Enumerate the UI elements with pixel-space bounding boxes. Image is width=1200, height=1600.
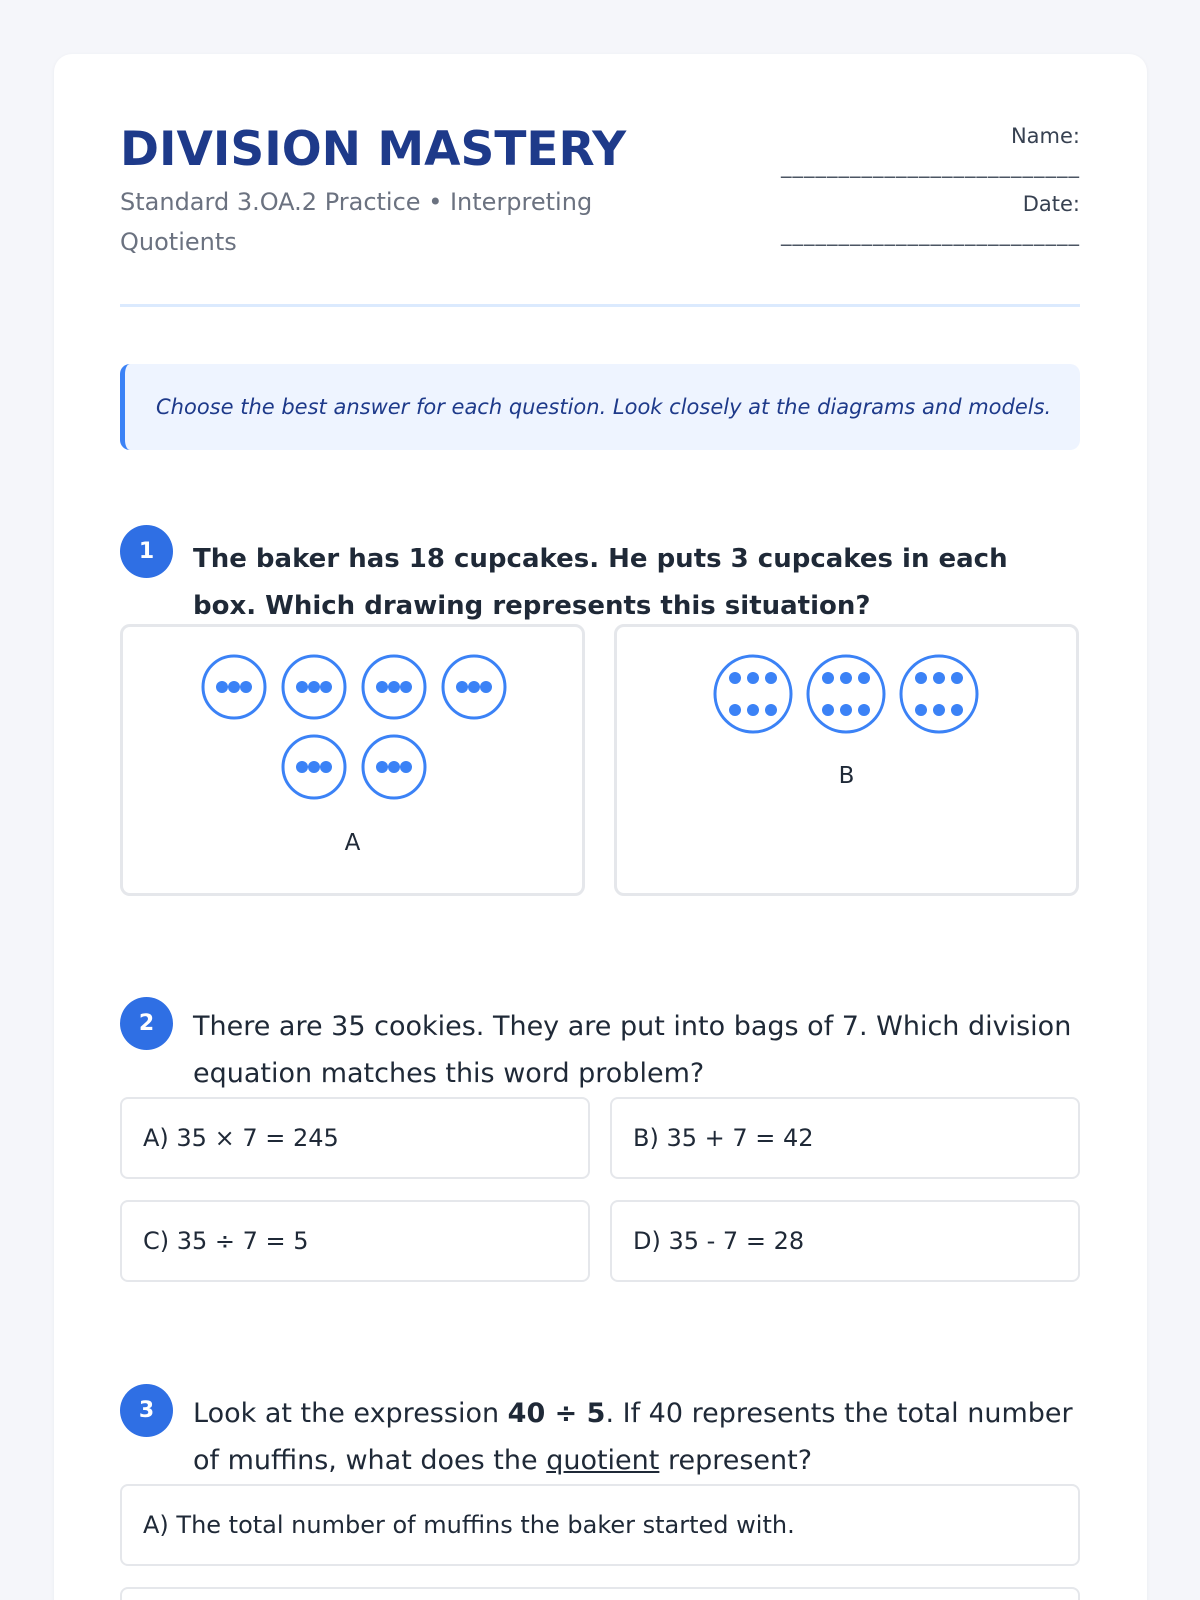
question-2-option-c[interactable]: C) 35 ÷ 7 = 5 [120,1200,590,1282]
question-3-text [193,1390,1073,1484]
worksheet-title: DIVISION MASTERY [120,122,627,177]
date-field-line[interactable]: __________________________ [781,222,1080,246]
instructions-box [120,364,1080,450]
question-3-text-end: represent? [659,1445,813,1476]
question-2-text: There are 35 cookies. They are put into bags of 7. Which division equation matches this word problem? [193,1011,1072,1089]
worksheet-sheet [54,54,1147,1600]
question-3-option-b[interactable] [120,1587,1080,1600]
diagram-a-label: A [344,830,361,856]
group-circles-a [203,656,505,798]
question-3-option-a[interactable]: A) The total number of muffins the baker started with. [120,1484,1080,1566]
question-1-text: The baker has 18 cupcakes. He puts 3 cupcakes in each box. Which drawing represents this situation? [193,544,1008,621]
question-3-expression: 40 ÷ 5 [507,1398,606,1429]
question-3-keyword: quotient [546,1445,660,1476]
question-3-number: 3 [120,1384,173,1437]
question-2-option-d[interactable]: D) 35 - 7 = 28 [610,1200,1080,1282]
student-info [760,124,1080,246]
group-circles-b [715,656,977,732]
instructions-text: Choose the best answer for each question. Look closely at the diagrams and models. [156,395,1052,419]
worksheet-subtitle: Standard 3.OA.2 Practice • Interpreting Quotients [120,188,593,256]
header-divider [120,304,1080,307]
name-field-line[interactable]: __________________________ [781,154,1080,178]
name-label: Name: [1010,124,1080,148]
question-2-number: 2 [120,997,173,1050]
diagram-option-b[interactable] [614,624,1079,896]
diagram-b-label: B [838,763,855,789]
question-3-text-start: Look at the expression [193,1398,508,1429]
date-label: Date: [1022,192,1080,216]
question-3-text-middle: . If 40 represents the total number of muffins, what does the [193,1398,1073,1476]
question-2-option-a[interactable]: A) 35 × 7 = 245 [120,1097,590,1179]
question-1-number: 1 [120,525,173,578]
question-2-option-b[interactable]: B) 35 + 7 = 42 [610,1097,1080,1179]
diagram-b-graphic [617,627,1076,893]
diagram-option-a[interactable] [120,624,585,896]
